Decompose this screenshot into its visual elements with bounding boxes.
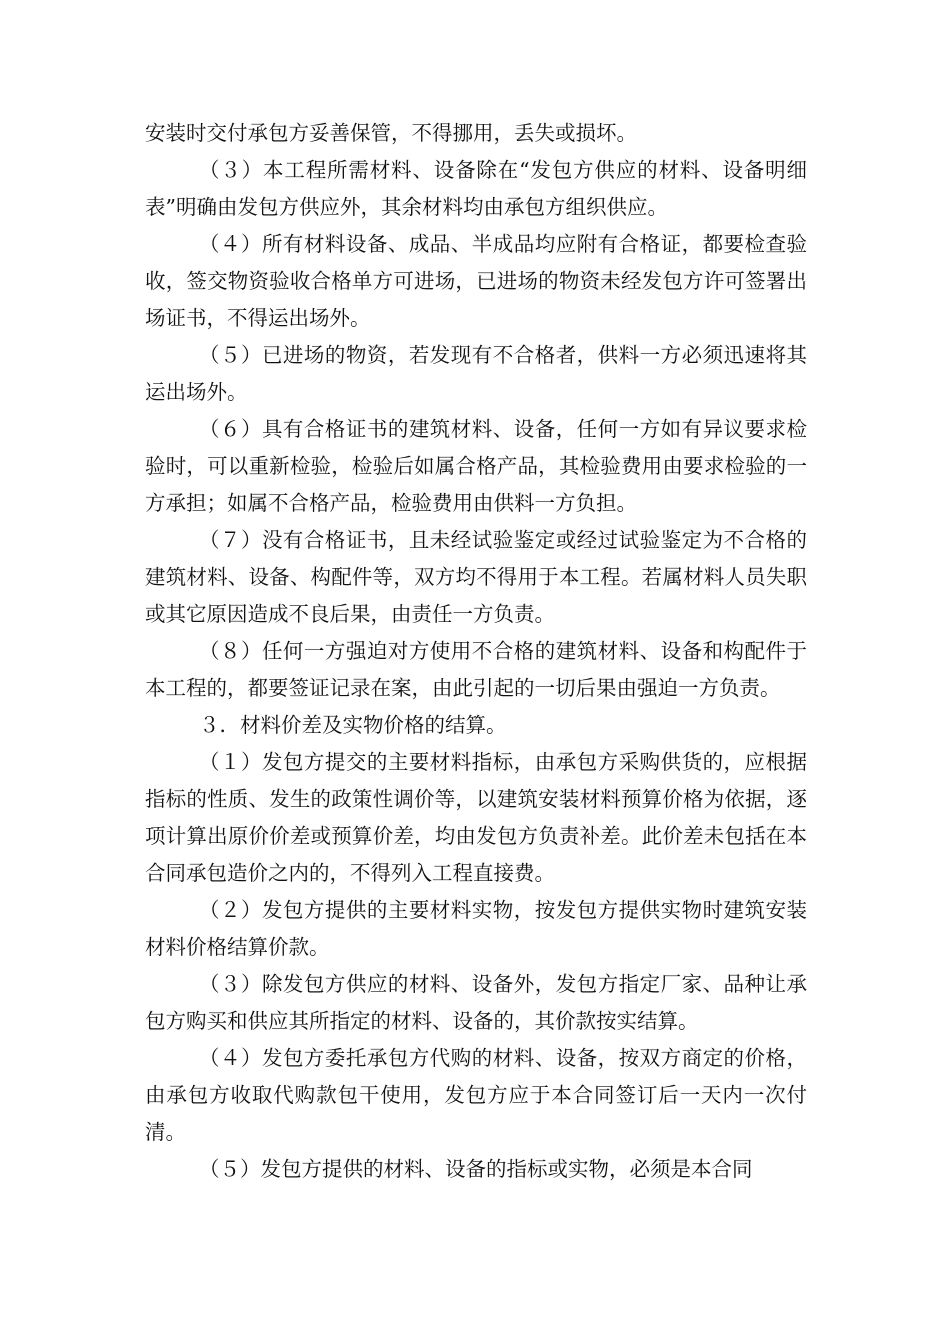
paragraph-price-4: （４）发包方委托承包方代购的材料、设备，按双方商定的价格，由承包方收取代购款包干使用，发包方应于本合同签订后一天内一次付清。 bbox=[145, 1046, 807, 1144]
paragraph-price-1: （１）发包方提交的主要材料指标，由承包方采购供货的，应根据指标的性质、发生的政策性调价等，以建筑安装材料预算价格为依据，逐项计算出原价价差或预算价差，均由发包方负责补差。此价差未包括在本合同承包造价之内的，不得列入工程直接费。 bbox=[145, 750, 807, 885]
paragraph-price-2: （２）发包方提供的主要材料实物，按发包方提供实物时建筑安装材料价格结算价款。 bbox=[145, 898, 807, 959]
section-heading-3: ３．材料价差及实物价格的结算。 bbox=[199, 713, 507, 737]
paragraph-item-5: （５）已进场的物资，若发现有不合格者，供料一方必须迅速将其运出场外。 bbox=[145, 343, 807, 404]
paragraph-price-5: （５）发包方提供的材料、设备的指标或实物，必须是本合同 bbox=[199, 1157, 753, 1181]
paragraph-price-3: （３）除发包方供应的材料、设备外，发包方指定厂家、品种让承包方购买和供应其所指定的材料、设备的，其价款按实结算。 bbox=[145, 972, 807, 1033]
paragraph-item-7: （７）没有合格证书，且未经试验鉴定或经过试验鉴定为不合格的建筑材料、设备、构配件等，双方均不得用于本工程。若属材料人员失职或其它原因造成不良后果，由责任一方负责。 bbox=[145, 528, 807, 626]
paragraph-item-8: （８）任何一方强迫对方使用不合格的建筑材料、设备和构配件于本工程的，都要签证记录在案，由此引起的一切后果由强迫一方负责。 bbox=[145, 639, 807, 700]
paragraph-item-3: （３）本工程所需材料、设备除在“发包方供应的材料、设备明细表”明确由发包方供应外，其余材料均由承包方组织供应。 bbox=[145, 158, 807, 219]
paragraph-continuation: 安装时交付承包方妥善保管，不得挪用，丢失或损坏。 bbox=[145, 121, 637, 145]
paragraph-item-4: （４）所有材料设备、成品、半成品均应附有合格证，都要检查验收，签交物资验收合格单方可进场，已进场的物资未经发包方许可签署出场证书，不得运出场外。 bbox=[145, 232, 807, 330]
paragraph-item-6: （６）具有合格证书的建筑材料、设备，任何一方如有异议要求检验时，可以重新检验，检验后如属合格产品，其检验费用由要求检验的一方承担；如属不合格产品，检验费用由供料一方负担。 bbox=[145, 417, 807, 515]
document-body bbox=[145, 115, 807, 1188]
